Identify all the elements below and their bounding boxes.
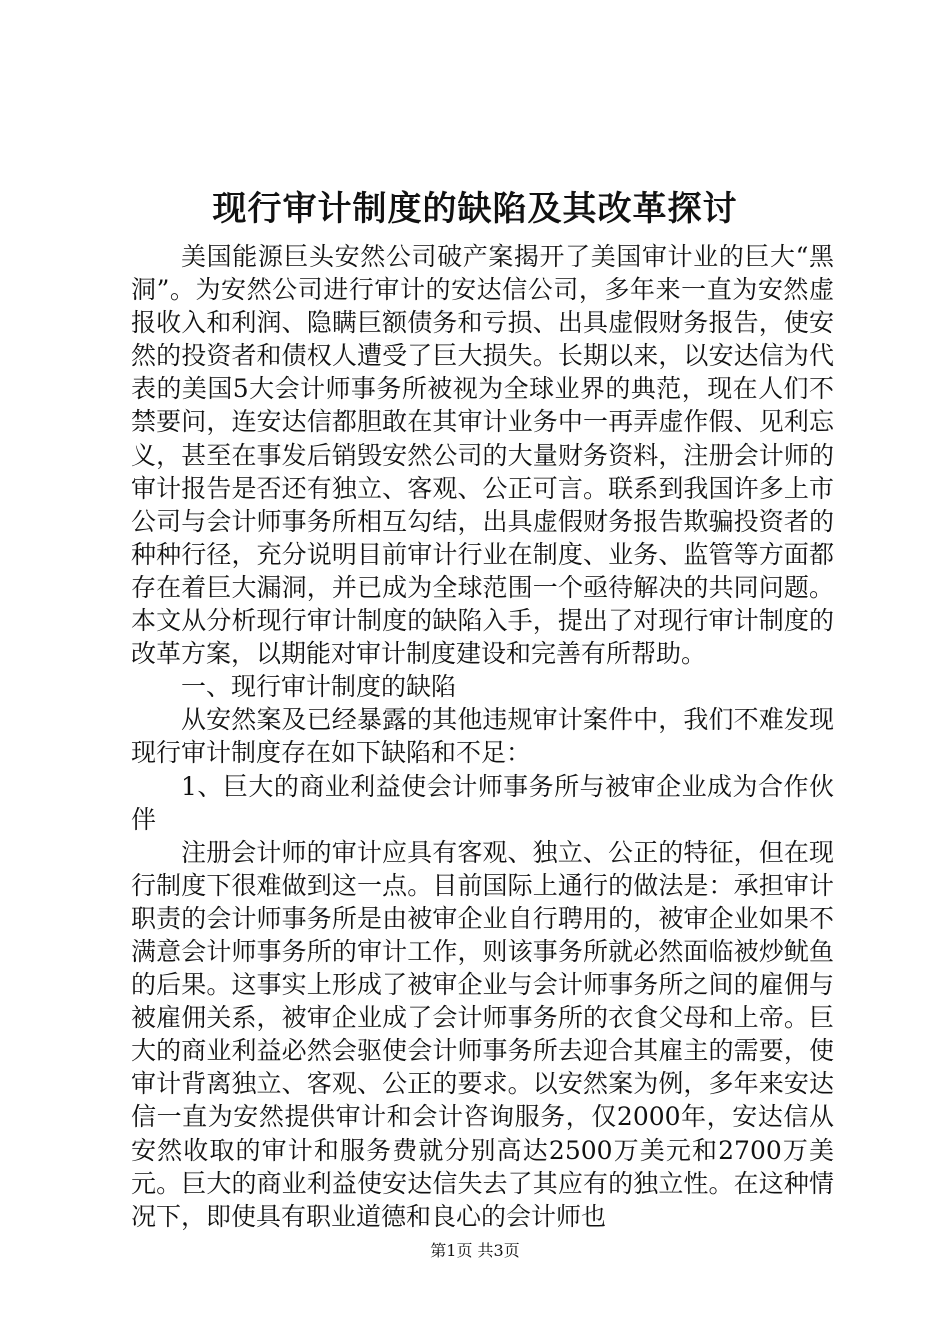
intro-paragraph: 美国能源巨头安然公司破产案揭开了美国审计业的巨大“黑洞”。为安然公司进行审计的安达信公司，多年来一直为安然虚报收入和利润、隐瞒巨额债务和亏损、出具虚假财务报告，使安然的投资者和债权人遭受了巨大损失。长期以来，以安达信为代表的美国5大会计师事务所被视为全球业界的典范，现在人们不禁要问，连安达信都胆敢在其审计业务中一再弄虚作假、见利忘义，甚至在事发后销毁安然公司的大量财务资料，注册会计师的审计报告是否还有独立、客观、公正可言。联系到我国许多上市公司与会计师事务所相互勾结，出具虚假财务报告欺骗投资者的种种行径，充分说明目前审计行业在制度、业务、监管等方面都存在着巨大漏洞，并已成为全球范围一个亟待解决的共同问题。本文从分析现行审计制度的缺陷入手，提出了对现行审计制度的改革方案，以期能对审计制度建设和完善有所帮助。 xyxy=(131,242,834,669)
body-paragraph: 注册会计师的审计应具有客观、独立、公正的特征，但在现行制度下很难做到这一点。目前国际上通行的做法是：承担审计职责的会计师事务所是由被审企业自行聘用的，被审企业如果不满意会计师事务所的审计工作，则该事务所就必然面临被炒鱿鱼的后果。这事实上形成了被审企业与会计师事务所之间的雇佣与被雇佣关系，被审企业成了会计师事务所的衣食父母和上帝。巨大的商业利益必然会驱使会计师事务所去迎合其雇主的需要，使审计背离独立、客观、公正的要求。以安然案为例，多年来安达信一直为安然提供审计和会计咨询服务，仅2000年，安达信从安然收取的审计和服务费就分别高达2500万美元和2700万美元。巨大的商业利益使安达信失去了其应有的独立性。在这种情况下，即使具有职业道德和良心的会计师也 xyxy=(131,837,834,1231)
page-footer: 第1页 共3页 xyxy=(430,1241,520,1260)
document-title: 现行审计制度的缺陷及其改革探讨 xyxy=(212,189,738,229)
document-body xyxy=(131,240,834,1233)
section-intro-paragraph: 从安然案及已经暴露的其他违规审计案件中，我们不难发现现行审计制度存在如下缺陷和不足： xyxy=(131,705,834,768)
subsection-heading: 1、巨大的商业利益使会计师事务所与被审企业成为合作伙伴 xyxy=(131,771,834,834)
section-heading: 一、现行审计制度的缺陷 xyxy=(181,672,457,702)
